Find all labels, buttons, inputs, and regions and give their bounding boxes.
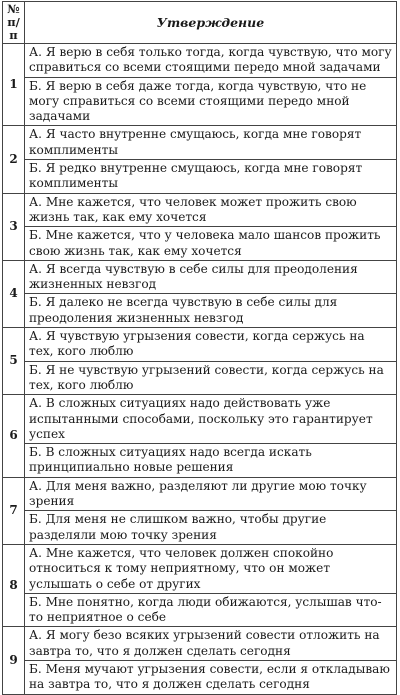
table-row	[3, 227, 397, 261]
statement-option-b: Б. Мне кажется, что у человека мало шансов прожить свою жизнь так, как ему хочется	[25, 227, 397, 261]
table-row	[3, 44, 397, 78]
item-number: 1	[3, 44, 25, 126]
statement-option-b: Б. Я верю в себя даже тогда, когда чувствую, что не могу справиться со всеми стоящими передо мной задачами	[25, 77, 397, 126]
statement-option-a: А. Для меня важно, разделяют ли другие мою точку зрения	[25, 477, 397, 511]
statement-option-a: А. В сложных ситуациях надо действовать уже испытанными способами, поскольку это гарантирует успех	[25, 395, 397, 444]
number-header-abbrev: п/п	[7, 15, 20, 42]
statement-option-b: Б. Для меня не слишком важно, чтобы другие разделяли мою точку зрения	[25, 511, 397, 545]
table-row	[3, 126, 397, 160]
table-row	[3, 395, 397, 444]
item-number: 7	[3, 477, 25, 544]
questionnaire-table	[2, 1, 397, 695]
table-row	[3, 328, 397, 362]
statement-option-a: А. Я часто внутренне смущаюсь, когда мне говорят комплименты	[25, 126, 397, 160]
table-row	[3, 627, 397, 661]
statement-option-a: А. Мне кажется, что человек может прожить свою жизнь так, как ему хочется	[25, 193, 397, 227]
item-number: 3	[3, 193, 25, 260]
table-row	[3, 260, 397, 294]
statement-option-b: Б. В сложных ситуациях надо всегда искать принципиально новые решения	[25, 444, 397, 478]
statement-option-b: Б. Я не чувствую угрызений совести, когда сержусь на тех, кого люблю	[25, 361, 397, 395]
item-number: 4	[3, 260, 25, 327]
item-number: 9	[3, 627, 25, 694]
statement-option-a: А. Я чувствую угрызения совести, когда сержусь на тех, кого люблю	[25, 328, 397, 362]
statement-column-header: Утверждение	[25, 2, 397, 44]
statement-option-a: А. Я всегда чувствую в себе силы для преодоления жизненных невзгод	[25, 260, 397, 294]
table-row	[3, 544, 397, 593]
number-column-header	[3, 2, 25, 44]
item-number: 5	[3, 328, 25, 395]
item-number: 2	[3, 126, 25, 193]
statement-option-b: Б. Я далеко не всегда чувствую в себе силы для преодоления жизненных невзгод	[25, 294, 397, 328]
table-row	[3, 361, 397, 395]
table-row	[3, 294, 397, 328]
table-row	[3, 160, 397, 194]
statement-option-b: Б. Я редко внутренне смущаюсь, когда мне говорят комплименты	[25, 160, 397, 194]
statement-option-a: А. Мне кажется, что человек должен спокойно относиться к тому неприятному, что он может услышать о себе от других	[25, 544, 397, 593]
number-header-symbol: №	[7, 2, 20, 16]
statement-option-a: А. Я верю в себя только тогда, когда чувствую, что могу справиться со всеми стоящими передо мной задачами	[25, 44, 397, 78]
table-row	[3, 477, 397, 511]
table-row	[3, 77, 397, 126]
item-number: 8	[3, 544, 25, 626]
table-row	[3, 511, 397, 545]
statement-option-b: Б. Мне понятно, когда люди обижаются, услышав что-то неприятное о себе	[25, 593, 397, 627]
statement-option-b: Б. Меня мучают угрызения совести, если я откладываю на завтра то, что я должен сделать сегодня	[25, 660, 397, 694]
table-row	[3, 193, 397, 227]
table-header-row	[3, 2, 397, 44]
table-row	[3, 593, 397, 627]
item-number: 6	[3, 395, 25, 477]
table-row	[3, 444, 397, 478]
statement-option-a: А. Я могу безо всяких угрызений совести отложить на завтра то, что я должен сделать сегодня	[25, 627, 397, 661]
